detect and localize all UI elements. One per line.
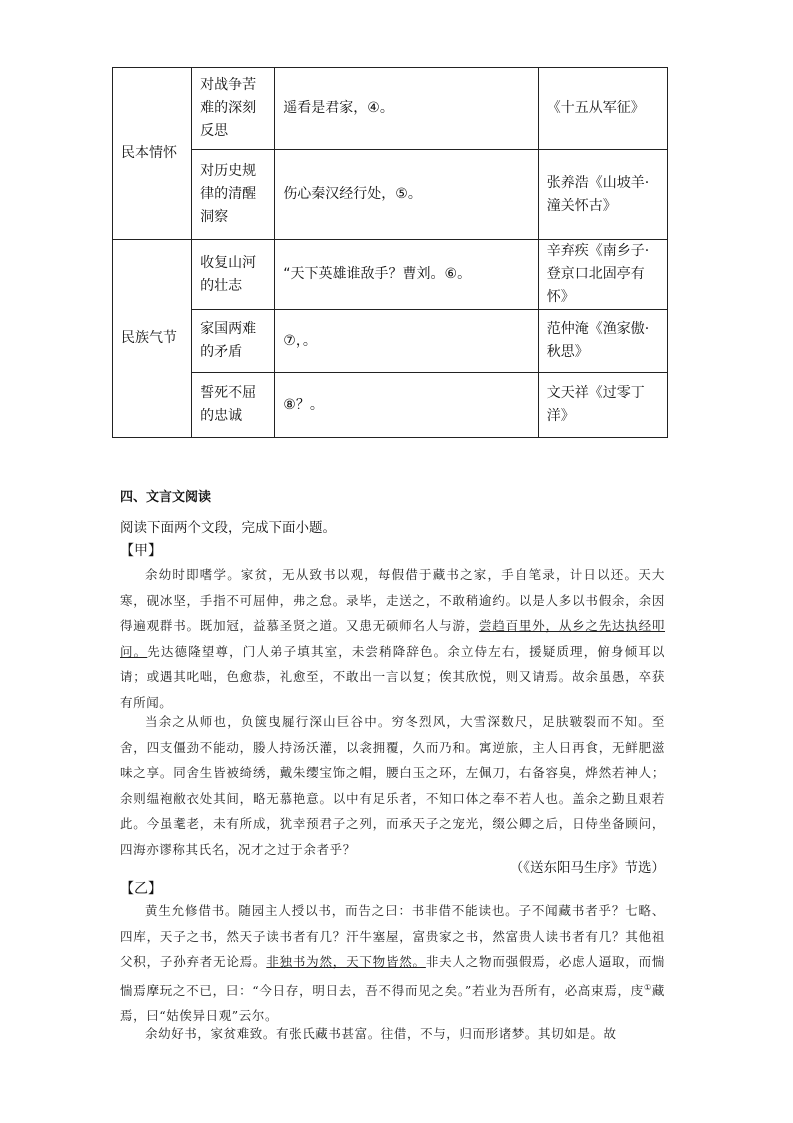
line-cell: ⑧？。 bbox=[275, 373, 538, 438]
passage-source: （《送东阳马生序》节选） bbox=[509, 860, 665, 876]
passage-text: 余幼时即嗜学。家贫，无从致书以观，每假借于藏书之家，手自笔录，计日以还。天大寒，砚冰坚，手指不可屈伸，弗之怠。录毕，走送之，不敢稍逾约。以是人多以书假余，余因得遍观群书。既加冠，益慕圣贤之道。又患无硕师名人与游， bbox=[120, 567, 665, 633]
section-intro: 阅读下面两个文段，完成下面小题。 bbox=[120, 520, 336, 536]
passage-label-yi: 【乙】 bbox=[120, 881, 162, 897]
table-row bbox=[113, 150, 668, 240]
table-row bbox=[113, 310, 668, 373]
source-cell: 辛弃疾《南乡子·登京口北固亭有怀》 bbox=[538, 240, 667, 310]
passage-yi-paragraph-2: 余幼好书，家贫难致。有张氏藏书甚富。往借，不与，归而形诸梦。其切如是。故 bbox=[145, 1026, 617, 1041]
source-cell: 《十五从军征》 bbox=[538, 68, 667, 150]
passage-text: 藏焉，曰“姑俟异日观”云尔。 bbox=[120, 982, 665, 1024]
source-cell: 范仲淹《渔家傲·秋思》 bbox=[538, 310, 667, 373]
passage-text: 非夫人之物而强假焉，必虑人逼取，而惴惴焉摩玩之不已，曰：“今日存，明日去，吾不得而见之矣。”若业为吾所有，必高束焉，庋 bbox=[120, 954, 666, 998]
underlined-sentence: 非独书为然，天下物皆然。 bbox=[266, 954, 426, 969]
passage-text: 黄生允修借书。随园主人授以书，而告之曰：书非借不能读也。子不闻藏书者乎？七略、四库，天子之书，然天子读书者有几？汗牛塞屋，富贵家之书，然富贵人读书者有几？其他祖父积，子孙弃者无论焉。 bbox=[120, 903, 665, 969]
theme-cell: 家国两难的矛盾 bbox=[192, 310, 275, 373]
section-heading: 四、文言文阅读 bbox=[120, 490, 212, 505]
line-cell: 伤心秦汉经行处，⑤。 bbox=[275, 150, 538, 240]
passage-jia-paragraph-2: 当余之从师也，负箧曳屣行深山巨谷中。穷冬烈风，大雪深数尺，足肤皲裂而不知。至舍，四支僵劲不能动，媵人持汤沃灌，以衾拥覆，久而乃和。寓逆旅，主人日再食，无鲜肥滋味之享。同舍生皆被绮绣，戴朱缨宝饰之帽，腰白玉之环，左佩刀，右备容臭，烨然若神人；余则缊袍敝衣处其间，略无慕艳意。以中有足乐者，不知口体之奉不若人也。盖余之勤且艰若此。今虽耄老，未有所成，犹幸预君子之列，而承天子之宠光，缀公卿之后，日侍坐备顾问，四海亦谬称其氏名，况才之过于余者乎？ bbox=[120, 714, 665, 857]
line-cell: “天下英雄谁敌手？曹刘。⑥。 bbox=[275, 240, 538, 310]
passage-label-jia: 【甲】 bbox=[120, 543, 162, 559]
table-row bbox=[113, 240, 668, 310]
theme-cell: 对战争苦难的深刻反思 bbox=[192, 68, 275, 150]
passage-text: 先达德隆望尊，门人弟子填其室，未尝稍降辞色。余立侍左右，援疑质理，俯身倾耳以请；或遇其叱咄，色愈恭，礼愈至，不敢出一言以复；俟其欣悦，则又请焉。故余虽愚，卒获有所闻。 bbox=[120, 643, 665, 710]
theme-cell: 对历史规律的清醒洞察 bbox=[192, 150, 275, 240]
line-cell: 遥看是君家，④。 bbox=[275, 68, 538, 150]
underlined-sentence: 尝趋百里外，从乡之先达执经叩问。 bbox=[120, 618, 665, 659]
category-cell: 民族气节 bbox=[113, 240, 192, 438]
theme-cell: 誓死不屈的忠诚 bbox=[192, 373, 275, 438]
line-cell: ⑦，。 bbox=[275, 310, 538, 373]
source-cell: 文天祥《过零丁洋》 bbox=[538, 373, 667, 438]
poetry-table bbox=[112, 67, 668, 438]
table-row bbox=[113, 373, 668, 438]
table-row bbox=[113, 68, 668, 150]
source-cell: 张养浩《山坡羊·潼关怀古》 bbox=[538, 150, 667, 240]
passage-jia-paragraph-1 bbox=[120, 562, 665, 715]
theme-cell: 收复山河的壮志 bbox=[192, 240, 275, 310]
passage-yi-paragraph-1 bbox=[120, 898, 665, 1029]
footnote-marker: ① bbox=[643, 982, 652, 992]
category-cell: 民本情怀 bbox=[113, 68, 192, 240]
